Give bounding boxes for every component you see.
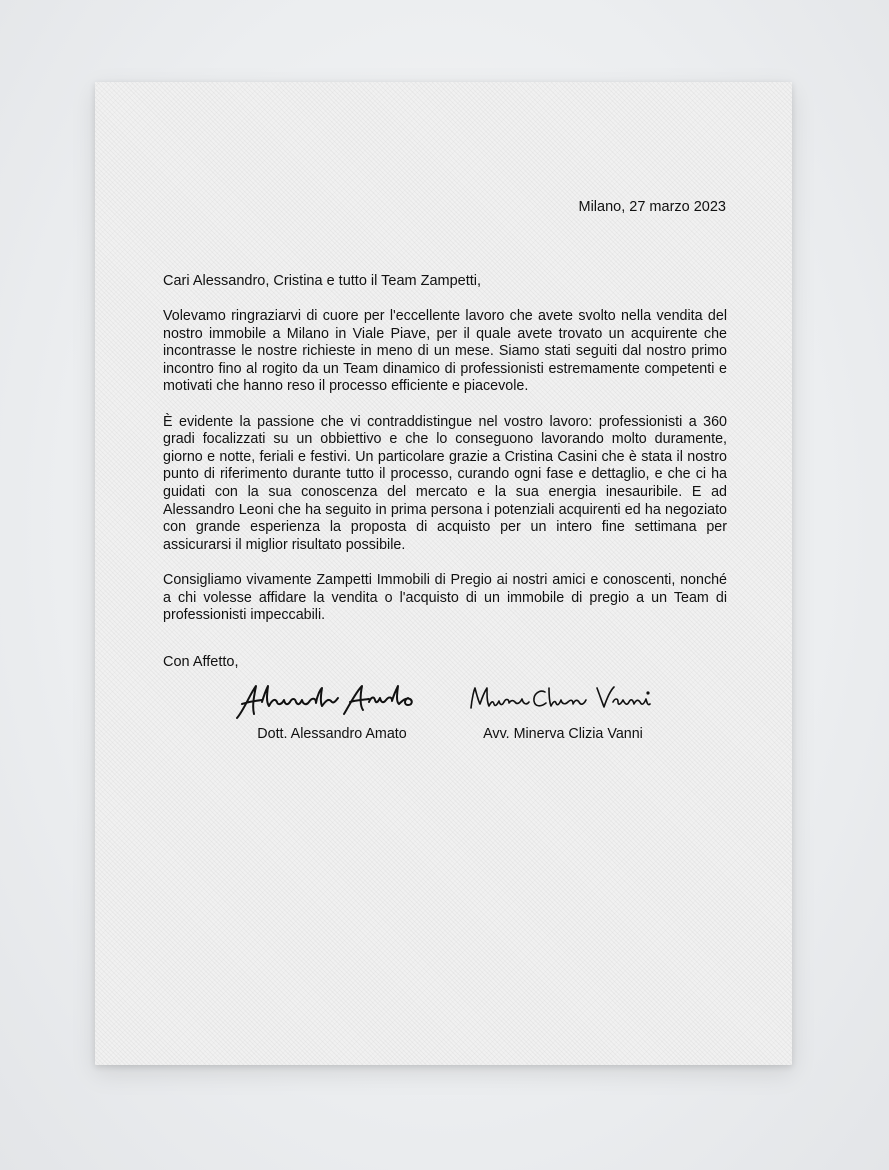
letter-closing: Con Affetto, [163,654,239,670]
signature-name-amato: Dott. Alessandro Amato [257,726,407,742]
letter-paragraph: Consigliamo vivamente Zampetti Immobili di Pregio ai nostri amici e conoscenti, nonché a chi volesse affidare la vendita o l'acquisto di un immobile di pregio a un Team di professionisti impeccabili. [163,571,727,624]
signature-amato [232,680,432,722]
letter-page [95,82,792,1065]
signature-name-vanni: Avv. Minerva Clizia Vanni [483,726,643,742]
signature-block-amato [232,680,432,742]
signature-block-vanni [463,680,663,742]
letter-paragraph: Volevamo ringraziarvi di cuore per l'eccellente lavoro che avete svolto nella vendita del nostro immobile a Milano in Viale Piave, per il quale avete trovato un acquirente che incontrasse le nostre richieste in meno di un mese. Siamo stati seguiti dal nostro primo incontro fino al rogito da un Team dinamico di professionisti estremamente competenti e motivati che hanno reso il processo efficiente e piacevole. [163,308,727,395]
letter-date: Milano, 27 marzo 2023 [578,199,726,215]
letter-salutation: Cari Alessandro, Cristina e tutto il Team Zampetti, [163,273,482,289]
letter-body [163,308,727,642]
signature-vanni [463,680,663,722]
letter-paragraph: È evidente la passione che vi contraddistingue nel vostro lavoro: professionisti a 360 gradi focalizzati su un obbiettivo e che lo conseguono lavorando molto duramente, giorno e notte, feriali e festivi. Un particolare grazie a Cristina Casini che è stata il nostro punto di riferimento durante tutto il processo, curando ogni fase e dettaglio, e che ci ha guidati con la sua conoscenza del mercato e la sua energia inesauribile. E ad Alessandro Leoni che ha seguito in prima persona i potenziali acquirenti ed ha negoziato con grande esperienza la proposta di acquisto per un intero fine settimana per assicurarsi il miglior risultato possibile. [163,413,727,553]
